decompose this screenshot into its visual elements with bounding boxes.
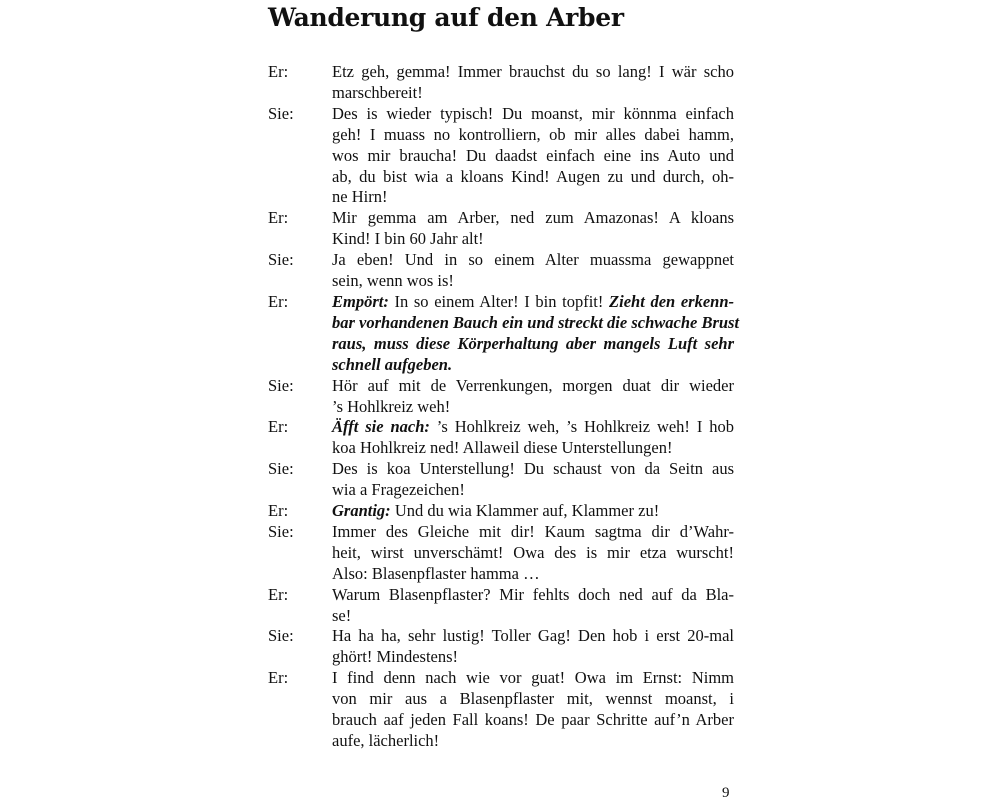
speech-text xyxy=(332,291,740,376)
speaker-label: Er: xyxy=(268,668,289,688)
stage-direction: schnell aufgeben. xyxy=(332,354,453,374)
speech-segment: Kind! I bin 60 Jahr alt! xyxy=(332,229,484,249)
speech-segment: brauch aaf jeden Fall koans! De paar Schritte auf’n Arber xyxy=(332,710,734,730)
speech-segment: Und du wia Klammer auf, Klammer zu! xyxy=(390,501,660,521)
speech-segment: marschbereit! xyxy=(332,82,423,102)
speaker-label: Er: xyxy=(268,417,289,437)
speech-segment: Mir gemma am Arber, ned zum Amazonas! A kloans xyxy=(332,208,734,228)
speech-segment: I find denn nach wie vor guat! Owa im Ernst: Nimm xyxy=(332,668,734,688)
text-line xyxy=(332,564,734,585)
text-line xyxy=(332,459,734,480)
dialogue-turn xyxy=(268,522,734,585)
speech-segment: Des is wieder typisch! Du moanst, mir könnma einfach xyxy=(332,103,734,123)
text-line xyxy=(332,146,734,167)
speech-segment: In so einem Alter! I bin topfit! xyxy=(388,291,610,311)
text-line xyxy=(332,355,734,376)
dialogue-turn xyxy=(268,62,734,104)
text-line xyxy=(332,397,734,418)
text-line xyxy=(332,710,734,731)
speech-text xyxy=(332,501,734,522)
text-line xyxy=(332,480,734,501)
text-line xyxy=(332,334,734,355)
speaker-label: Sie: xyxy=(268,459,294,479)
text-line xyxy=(332,689,734,710)
page-number: 9 xyxy=(722,785,730,801)
speech-segment: Warum Blasenpflaster? Mir fehlts doch ned auf da Bla- xyxy=(332,584,734,604)
dialogue-turn xyxy=(268,501,734,522)
speaker-label: Er: xyxy=(268,501,289,521)
speech-segment: Also: Blasenpflaster hamma … xyxy=(332,563,540,583)
speech-segment: Hör auf mit de Verrenkungen, morgen duat dir wieder xyxy=(332,375,734,395)
stage-direction: Äfft sie nach: xyxy=(332,417,430,437)
text-line xyxy=(332,125,734,146)
speech-segment: von mir aus a Blasenpflaster mit, wennst moanst, i xyxy=(332,689,734,709)
dialogue-body xyxy=(268,62,740,752)
dialogue-turn xyxy=(268,668,734,752)
speech-text xyxy=(332,522,734,585)
speech-text xyxy=(332,208,734,250)
text-line xyxy=(332,626,734,647)
text-line xyxy=(332,647,734,668)
speech-text xyxy=(332,626,734,668)
dialogue-turn xyxy=(268,376,734,418)
speech-segment: koa Hohlkreiz ned! Allaweil diese Unterstellungen! xyxy=(332,438,673,458)
speech-text xyxy=(332,668,734,752)
speech-text xyxy=(332,62,734,104)
text-line xyxy=(332,668,734,689)
dialogue-turn xyxy=(268,417,734,459)
page-title: Wanderung auf den Arber xyxy=(268,3,624,32)
stage-direction: bar vorhandenen Bauch ein und streckt die schwache Brust xyxy=(332,312,740,332)
dialogue-turn xyxy=(268,459,734,501)
speaker-label: Sie: xyxy=(268,103,294,123)
text-line xyxy=(332,543,734,564)
text-line xyxy=(332,438,734,459)
speech-segment: ab, du bist wia a kloans Kind! Augen zu und durch, oh- xyxy=(332,166,734,186)
text-line xyxy=(332,731,734,752)
speech-segment: Ja eben! Und in so einem Alter muassma gewappnet xyxy=(332,250,734,270)
speaker-label: Er: xyxy=(268,291,289,311)
speech-segment: ’s Hohlkreiz weh! xyxy=(332,396,451,416)
text-line xyxy=(332,522,734,543)
speech-segment: ’s Hohlkreiz weh, ’s Hohlkreiz weh! I hob xyxy=(429,417,735,437)
speech-text xyxy=(332,459,734,501)
text-line xyxy=(332,104,734,125)
dialogue-turn xyxy=(268,585,734,627)
text-line xyxy=(332,229,734,250)
text-line xyxy=(332,606,734,627)
speaker-label: Er: xyxy=(268,584,289,604)
speech-segment: Des is koa Unterstellung! Du schaust von da Seitn aus xyxy=(332,459,734,479)
speaker-label: Sie: xyxy=(268,250,294,270)
speech-segment: sein, wenn wos is! xyxy=(332,271,454,291)
speech-segment: wos mir braucha! Du daadst einfach eine ins Auto und xyxy=(332,145,734,165)
speaker-label: Sie: xyxy=(268,375,294,395)
text-line xyxy=(332,83,734,104)
text-line xyxy=(332,167,734,188)
text-line xyxy=(332,417,734,438)
text-line xyxy=(332,501,734,522)
dialogue-turn xyxy=(268,626,734,668)
speech-segment: Etz geh, gemma! Immer brauchst du so lang! I wär scho xyxy=(332,62,734,81)
speech-segment: geh! I muass no kontrolliern, ob mir alles dabei hamm, xyxy=(332,124,734,144)
speech-text xyxy=(332,417,734,459)
stage-direction: Grantig: xyxy=(332,501,391,521)
text-line xyxy=(332,585,734,606)
stage-direction: Zieht den erkenn- xyxy=(609,291,734,311)
dialogue-turn xyxy=(268,208,734,250)
speaker-label: Sie: xyxy=(268,521,294,541)
text-line xyxy=(332,376,734,397)
speaker-label: Er: xyxy=(268,62,289,81)
speaker-label: Er: xyxy=(268,208,289,228)
speech-segment: ne Hirn! xyxy=(332,187,388,207)
text-line xyxy=(332,271,734,292)
speech-segment: Immer des Gleiche mit dir! Kaum sagtma dir d’Wahr- xyxy=(332,521,734,541)
text-line xyxy=(332,62,734,83)
speech-segment: heit, wirst unverschämt! Owa des is mir etza wurscht! xyxy=(332,542,734,562)
text-line xyxy=(332,250,734,271)
speech-segment: ghört! Mindestens! xyxy=(332,647,459,667)
text-line xyxy=(332,187,734,208)
speaker-label: Sie: xyxy=(268,626,294,646)
speech-segment: Ha ha ha, sehr lustig! Toller Gag! Den hob i erst 20-mal xyxy=(332,626,734,646)
text-line xyxy=(332,312,740,334)
speech-segment: aufe, lächerlich! xyxy=(332,731,440,750)
text-line xyxy=(332,208,734,229)
speech-segment: wia a Fragezeichen! xyxy=(332,480,465,500)
text-line xyxy=(332,292,734,313)
stage-direction: Empört: xyxy=(332,291,389,311)
speech-text xyxy=(332,376,734,418)
dialogue-turn xyxy=(268,250,734,292)
speech-text xyxy=(332,104,734,209)
speech-text xyxy=(332,585,734,627)
dialogue-turn xyxy=(268,104,734,209)
dialogue-turn xyxy=(268,291,740,376)
speech-text xyxy=(332,250,734,292)
stage-direction: raus, muss diese Körperhaltung aber mangels Luft sehr xyxy=(332,333,734,353)
speech-segment: se! xyxy=(332,605,352,625)
